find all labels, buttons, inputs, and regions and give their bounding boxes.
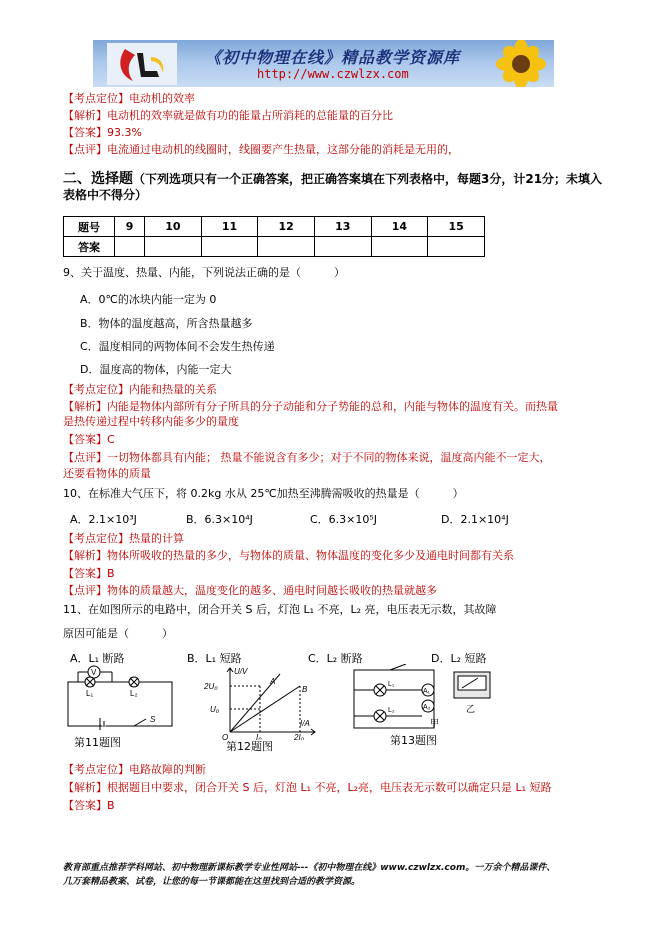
q11-kaodian: 【考点定位】电路故障的判断 <box>63 763 206 776</box>
table-cell: 答案 <box>64 237 115 257</box>
q11-daan: 【答案】B <box>63 799 115 812</box>
q10-jiexi: 【解析】物体所吸收的热量的多少，与物体的质量、物体温度的变化多少及通电时间都有关系 <box>63 549 514 562</box>
page-footer <box>63 861 613 889</box>
fig11-caption: 第11题图 <box>74 736 121 749</box>
q10-option-c: C．6.3×10⁵J <box>310 513 378 526</box>
table-cell: 9 <box>115 217 145 237</box>
y-axis-label: U/V <box>234 667 248 676</box>
answer-cell[interactable] <box>145 237 202 257</box>
q10-daan: 【答案】B <box>63 567 115 580</box>
q11-option-c: C．L₂ 断路 <box>308 652 363 665</box>
lamp2-label: L₂ <box>130 689 138 698</box>
circuit-diagram-fig11 <box>64 664 176 732</box>
q11-stem-1: 11、在如图所示的电路中，闭合开关 S 后，灯泡 L₁ 不亮，L₂ 亮，电压表无示数，其故障 <box>63 603 497 616</box>
table-row <box>64 237 485 257</box>
q9-jiexi-2: 是热传递过程中转移内能多少的量度 <box>63 415 239 428</box>
answer-cell[interactable] <box>314 237 371 257</box>
table-cell: 14 <box>371 217 428 237</box>
q10-stem: 10、在标准大气压下，将 0.2kg 水从 25℃加热至沸腾需吸收的热量是（ ） <box>63 487 464 500</box>
footer-line-1: 教育部重点推荐学科网站、初中物理新课标教学专业性网站---《初中物理在线》www.czwlzx.com。一万余个精品课件、 <box>63 863 556 873</box>
q9-option-d: D．温度高的物体，内能一定大 <box>80 363 232 376</box>
q9-option-b: B．物体的温度越高，所含热量越多 <box>80 317 253 330</box>
table-cell: 题号 <box>64 217 115 237</box>
tick-u0: U₀ <box>210 705 220 714</box>
q9-kaodian: 【考点定位】内能和热量的关系 <box>63 383 217 396</box>
fig13-yi-label: 乙 <box>466 704 476 714</box>
answer-cell[interactable] <box>115 237 145 257</box>
q9-daan: 【答案】C <box>63 433 115 446</box>
q10-option-a: A．2.1×10³J <box>70 513 137 526</box>
header-banner <box>93 40 554 87</box>
q11-jiexi: 【解析】根据题目中要求，闭合开关 S 后，灯泡 L₁ 不亮，L₂亮，电压表无示数可以确定只是 L₁ 短路 <box>63 781 552 794</box>
table-cell: 11 <box>201 217 258 237</box>
line-b-label: B <box>302 685 308 694</box>
tick-i0: I₀ <box>256 733 262 740</box>
fig13-jia-label: 甲 <box>430 718 440 728</box>
answer-cell[interactable] <box>428 237 485 257</box>
jiexi-prev: 【解析】电动机的效率就是做有功的能量占所消耗的总能量的百分比 <box>63 109 393 122</box>
q11-option-d: D．L₂ 短路 <box>431 652 487 665</box>
tick-2u0: 2U₀ <box>204 682 218 691</box>
banner-title: 《初中物理在线》精品教学资源库 <box>205 48 461 67</box>
q11-stem-2: 原因可能是（ ） <box>63 627 173 640</box>
sunflower-icon <box>488 40 554 87</box>
ui-graph-fig12 <box>200 664 320 740</box>
table-row <box>64 217 485 237</box>
fig13-l1-label: L₁ <box>388 681 395 688</box>
daan-prev: 【答案】93.3% <box>63 126 142 139</box>
kaodian-prev: 【考点定位】电动机的效率 <box>63 92 195 105</box>
q9-jiexi-1: 【解析】内能是物体内部所有分子所具的分子动能和分子势能的总和，内能与物体的温度有关。而热量 <box>63 400 558 413</box>
voltmeter-label: V <box>91 668 97 677</box>
x-axis-label: I/A <box>300 719 310 728</box>
ammeter-a1-label: A₁ <box>423 688 431 695</box>
line-a-label: A <box>270 677 276 686</box>
footer-line-2: 几万套精品教案、试卷，让您的每一节课都能在这里找到合适的教学资源。 <box>63 877 361 887</box>
table-cell: 10 <box>145 217 202 237</box>
answer-cell[interactable] <box>371 237 428 257</box>
lamp1-label: L₁ <box>86 689 94 698</box>
answer-cell[interactable] <box>258 237 315 257</box>
q10-dianping: 【点评】物体的质量越大，温度变化的越多、通电时间越长吸收的热量就越多 <box>63 584 437 597</box>
table-cell: 12 <box>258 217 315 237</box>
table-cell: 15 <box>428 217 485 237</box>
q9-dianping-2: 还要看物体的质量 <box>63 467 151 480</box>
banner-url[interactable]: http://www.czwlzx.com <box>257 67 409 81</box>
tick-2i0: 2I₀ <box>294 733 305 740</box>
ammeter-a2-label: A₂ <box>423 704 431 711</box>
q9-stem: 9、关于温度、热量、内能，下列说法正确的是（ ） <box>63 266 345 279</box>
fig13-l2-label: L₂ <box>388 707 395 714</box>
section-title-main: 二、选择题 <box>63 171 133 187</box>
origin-label: O <box>222 733 229 740</box>
q10-option-b: B．6.3×10⁴J <box>186 513 253 526</box>
section-title-rest: （下列选项只有一个正确答案，把正确答案填在下列表格中，每题3分，计21分；未填入表格中不得分） <box>63 172 603 202</box>
q11-option-a: A．L₁ 断路 <box>70 652 125 665</box>
fig12-caption: 第12题图 <box>226 740 273 753</box>
table-cell: 13 <box>314 217 371 237</box>
dianping-prev: 【点评】电流通过电动机的线圈时，线圈要产生热量，这部分能的消耗是无用的， <box>63 143 459 156</box>
section-title <box>63 171 603 203</box>
q9-option-a: A．0℃的冰块内能一定为 0 <box>80 293 217 306</box>
logo-icon <box>107 43 177 85</box>
answer-cell[interactable] <box>201 237 258 257</box>
q9-option-c: C．温度相同的两物体间不会发生热传递 <box>80 340 275 353</box>
q10-option-d: D．2.1×10⁴J <box>441 513 509 526</box>
q10-kaodian: 【考点定位】热量的计算 <box>63 532 184 545</box>
switch-label: S <box>150 715 156 724</box>
q11-option-b: B．L₁ 短路 <box>187 652 242 665</box>
circuit-diagram-fig13 <box>350 664 494 734</box>
answer-table <box>63 216 485 257</box>
q9-dianping-1: 【点评】一切物体都具有内能； 热量不能说含有多少；对于不同的物体来说，温度高内能不一定大， <box>63 451 551 464</box>
fig13-caption: 第13题图 <box>390 734 437 747</box>
